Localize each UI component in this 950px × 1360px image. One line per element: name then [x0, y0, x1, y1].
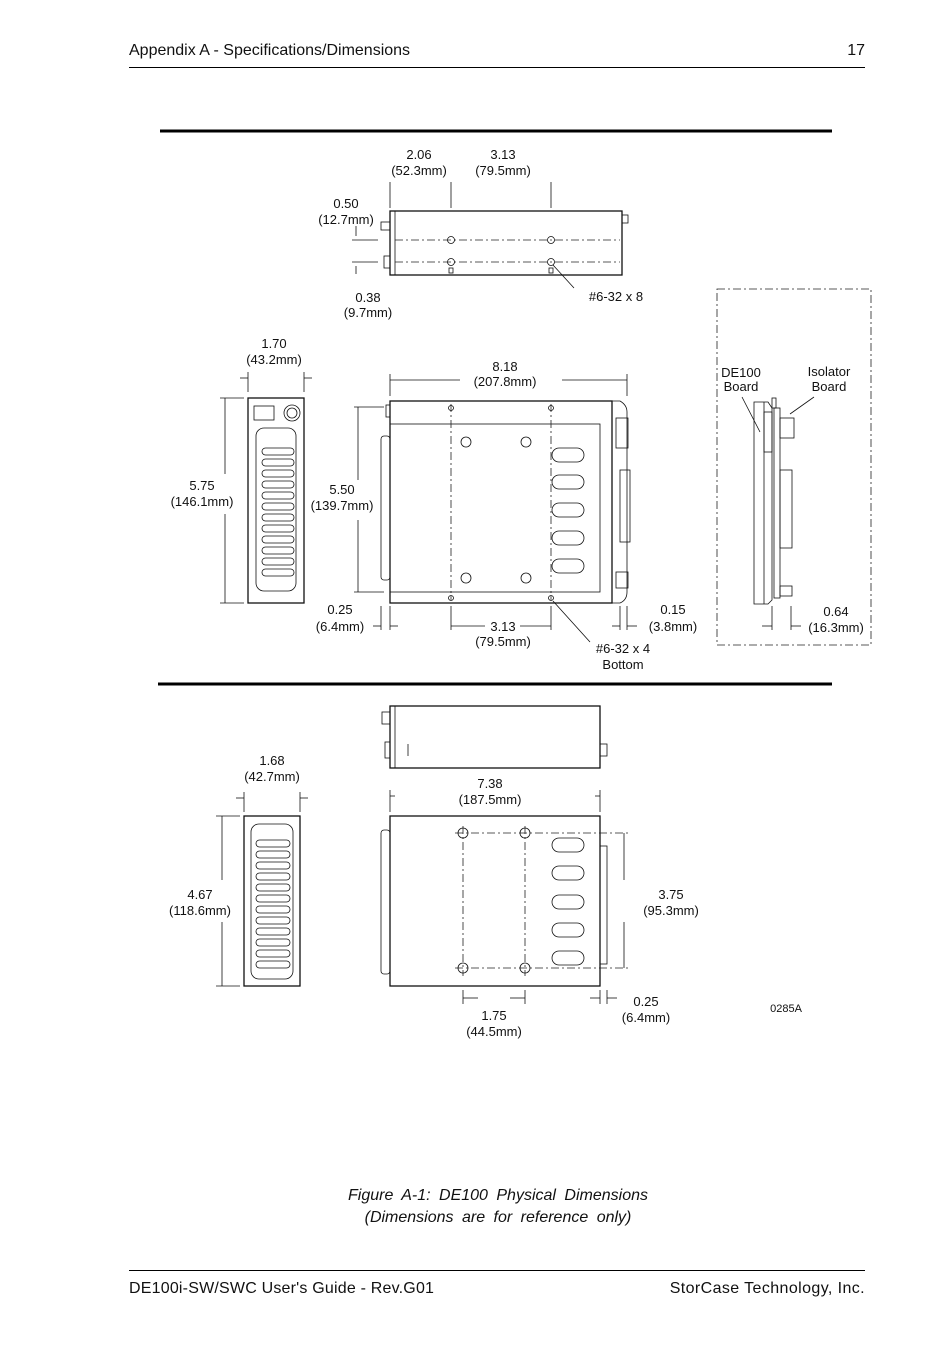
top-view-2 — [382, 706, 607, 768]
dim-3-13-side: 3.13 — [490, 619, 516, 634]
dim-2-06: 2.06 — [406, 147, 432, 162]
drawing-id: 0285A — [770, 1003, 802, 1015]
dim-0-38: 0.38 — [355, 290, 381, 305]
footer-company: StorCase Technology, Inc. — [669, 1280, 865, 1297]
dim-4-67: 4.67 — [187, 887, 213, 902]
dim-8-18: 8.18 — [492, 359, 518, 374]
front-view-1 — [220, 372, 312, 603]
dim-0-25-lower-mm: (6.4mm) — [621, 1010, 671, 1025]
dim-5-50: 5.50 — [329, 482, 355, 497]
dim-5-75-mm: (146.1mm) — [170, 494, 234, 509]
page-number: 17 — [847, 42, 865, 59]
dim-7-38-mm: (187.5mm) — [458, 792, 522, 807]
dim-1-68: 1.68 — [259, 753, 285, 768]
dim-0-25-side-mm: (6.4mm) — [315, 619, 365, 634]
dim-3-75: 3.75 — [658, 887, 684, 902]
dim-8-18-mm: (207.8mm) — [473, 374, 537, 389]
screw-callout-bottom-note: Bottom — [602, 657, 644, 672]
running-header-title: Appendix A - Specifications/Dimensions — [129, 42, 411, 59]
dim-0-25-lower: 0.25 — [633, 994, 659, 1009]
dim-5-75: 5.75 — [189, 478, 215, 493]
dim-0-15: 0.15 — [660, 602, 686, 617]
isolator-board-label-2: Board — [811, 379, 847, 394]
dim-0-25-side: 0.25 — [327, 602, 353, 617]
dim-1-75: 1.75 — [481, 1008, 507, 1023]
dim-2-06-mm: (52.3mm) — [391, 163, 447, 178]
board-detail-view — [717, 289, 871, 645]
dim-3-13-top: 3.13 — [490, 147, 516, 162]
de100-board-label-2: Board — [723, 379, 759, 394]
dim-1-68-mm: (42.7mm) — [244, 769, 300, 784]
dim-1-70: 1.70 — [261, 336, 287, 351]
dim-0-15-mm: (3.8mm) — [648, 619, 698, 634]
dim-0-64: 0.64 — [823, 604, 849, 619]
figure-caption: Figure A-1: DE100 Physical Dimensions — [348, 1187, 648, 1204]
dim-0-50-mm: (12.7mm) — [318, 212, 374, 227]
dim-1-70-mm: (43.2mm) — [246, 352, 302, 367]
side-view-2 — [381, 790, 628, 1004]
dim-0-64-mm: (16.3mm) — [808, 620, 864, 635]
dim-3-75-mm: (95.3mm) — [643, 903, 699, 918]
footer-rule — [129, 1270, 865, 1271]
dim-0-50: 0.50 — [333, 196, 359, 211]
dim-3-13-side-mm: (79.5mm) — [475, 634, 531, 649]
dim-4-67-mm: (118.6mm) — [169, 903, 231, 918]
front-view-2 — [216, 792, 308, 986]
de100-board-label: DE100 — [721, 365, 761, 380]
dim-0-38-mm: (9.7mm) — [343, 305, 393, 320]
side-view-1 — [354, 374, 637, 642]
screw-callout-top: #6-32 x 8 — [588, 289, 644, 304]
footer-document-title: DE100i-SW/SWC User's Guide - Rev.G01 — [129, 1280, 435, 1297]
dim-3-13-top-mm: (79.5mm) — [475, 163, 531, 178]
figure-subcaption: (Dimensions are for reference only) — [364, 1209, 632, 1226]
screw-callout-bottom: #6-32 x 4 — [595, 641, 651, 656]
dim-1-75-mm: (44.5mm) — [466, 1024, 522, 1039]
top-view — [352, 182, 628, 288]
isolator-board-label: Isolator — [807, 364, 851, 379]
dim-7-38: 7.38 — [477, 776, 503, 791]
dim-5-50-mm: (139.7mm) — [310, 498, 374, 513]
